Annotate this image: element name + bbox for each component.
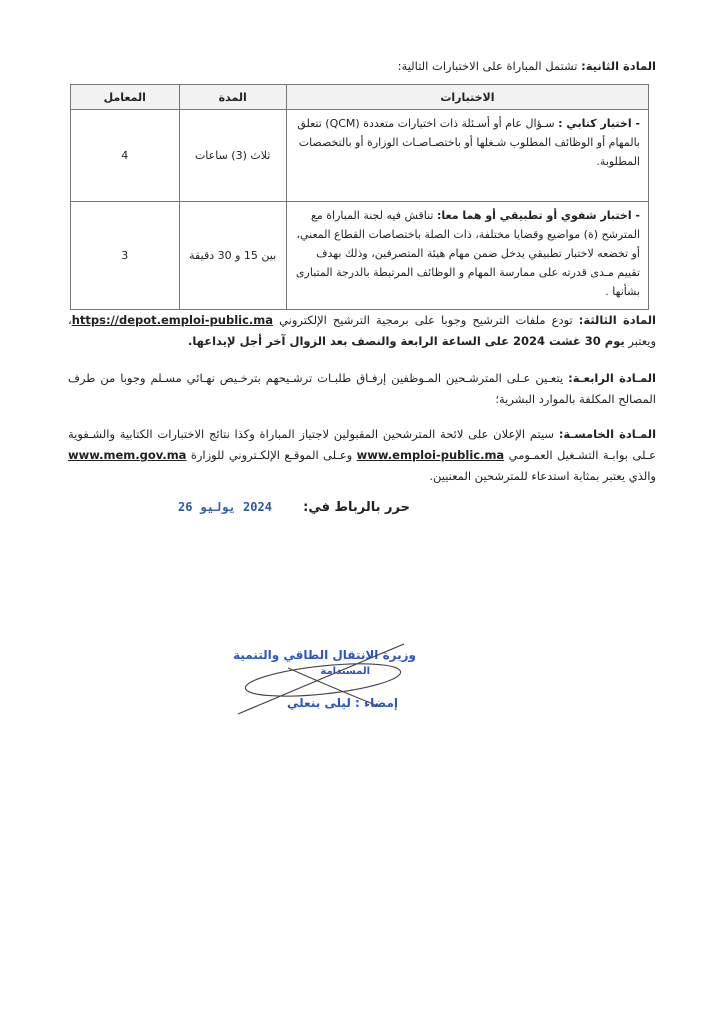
signoff [170, 496, 410, 526]
article-5-heading: المـادة الخامسـة: [558, 427, 657, 441]
exam-coefficient: 4 [71, 110, 180, 202]
article-5-text-middle: وعـلى الموقـع الإلكـتروني للوزارة [186, 448, 357, 462]
table-header-row [71, 85, 649, 110]
depot-link[interactable]: https://depot.emploi-public.ma [71, 313, 274, 327]
article-2-heading: المادة الثانية: [581, 59, 656, 73]
exam-description [286, 110, 648, 202]
article-4-text: يتعـين عـلى المترشـحين المـوظفين إرفـاق طلبـات ترشـيحهم بترخـيص نهـائي مسـلم وجوبا من طرف المصالح المكلفة بالموارد البشرية؛ [68, 371, 656, 406]
stamp-line-1: وزيرة الانتقال الطاقي والتنمية [233, 648, 416, 662]
article-5-text-after: والذي يعتبر بمثابة استدعاء للمترشحين المعنيين. [429, 469, 656, 483]
signoff-place: حرر بالرباط في: [303, 500, 410, 515]
emploi-public-link[interactable]: www.emploi-public.ma [356, 448, 505, 462]
table-row [71, 110, 649, 202]
exam-coefficient: 3 [71, 202, 180, 310]
stamp-line-3: إمضاء : ليلى بنعلي [287, 696, 398, 710]
exams-table [70, 84, 649, 310]
exam-text: سـؤال عام أو أسـئلة ذات اختيارات متعددة (QCM) تتعلق بالمهام أو الوظائف المطلوب شـغلها أو باختصـاصـات الوزارة أو بالتخصصات المطلوبة. [297, 117, 640, 168]
exam-text: تناقش فيه لجنة المباراة مع المترشح (ة) مواضيع وقضايا مختلفة، ذات الصلة باختصاصات القطاع المعني، أو تخضعه لاختبار تطبيقي يدخل ضمن مهام هيئة المتصرفين، وذلك بهدف تقييم مـدى قدرته على ممارسة المهام و الوظائف المرتبطة بالدرجة المتبارى بشأنها . [295, 209, 640, 298]
exam-duration: ثلاث (3) ساعات [179, 110, 286, 202]
article-3-heading: المادة الثالثة: [578, 313, 656, 327]
header-exams: الاختبارات [286, 85, 648, 110]
exam-title: - اختبار شفوي أو تطبيقي أو هما معا: [437, 209, 640, 222]
signoff-date: 2024 يوليو 26 [178, 500, 272, 514]
article-5 [68, 424, 656, 487]
article-2-text: تشتمل المباراة على الاختبارات التالية: [397, 59, 582, 73]
exam-title: - اختبار كتابي : [558, 117, 640, 130]
article-3-deadline: يوم 30 غشت 2024 على الساعة الرابعة والنصف بعد الزوال آخر أجل لإيداعها. [187, 334, 625, 348]
mem-gov-link[interactable]: www.mem.gov.ma [68, 448, 187, 462]
stamp-line-2: المستدامة [320, 666, 370, 677]
article-4-heading: المـادة الرابعـة: [568, 371, 656, 385]
article-4 [68, 368, 656, 410]
article-3-text: تودع ملفات الترشيح وجوبا على برمجية الترشيح الإلكتروني [273, 313, 579, 327]
article-2 [68, 56, 656, 77]
signature-stamp [228, 640, 418, 720]
header-coefficient: المعامل [71, 85, 180, 110]
table-row [71, 202, 649, 310]
exam-description [286, 202, 648, 310]
header-duration: المدة [179, 85, 286, 110]
article-5-text: سيتم الإعلان على لائحة المترشحين المقبولين لاجتياز المباراة وكذا نتائج الاختبارات الكتابية والشـفوية عـلى بوابـة التشـغيل العمـومي [68, 427, 656, 462]
article-3-text-after: ، ويعتبر [68, 313, 656, 348]
article-3 [68, 310, 656, 352]
signature-scribble-icon [228, 640, 418, 720]
exam-duration: بين 15 و 30 دقيقة [179, 202, 286, 310]
